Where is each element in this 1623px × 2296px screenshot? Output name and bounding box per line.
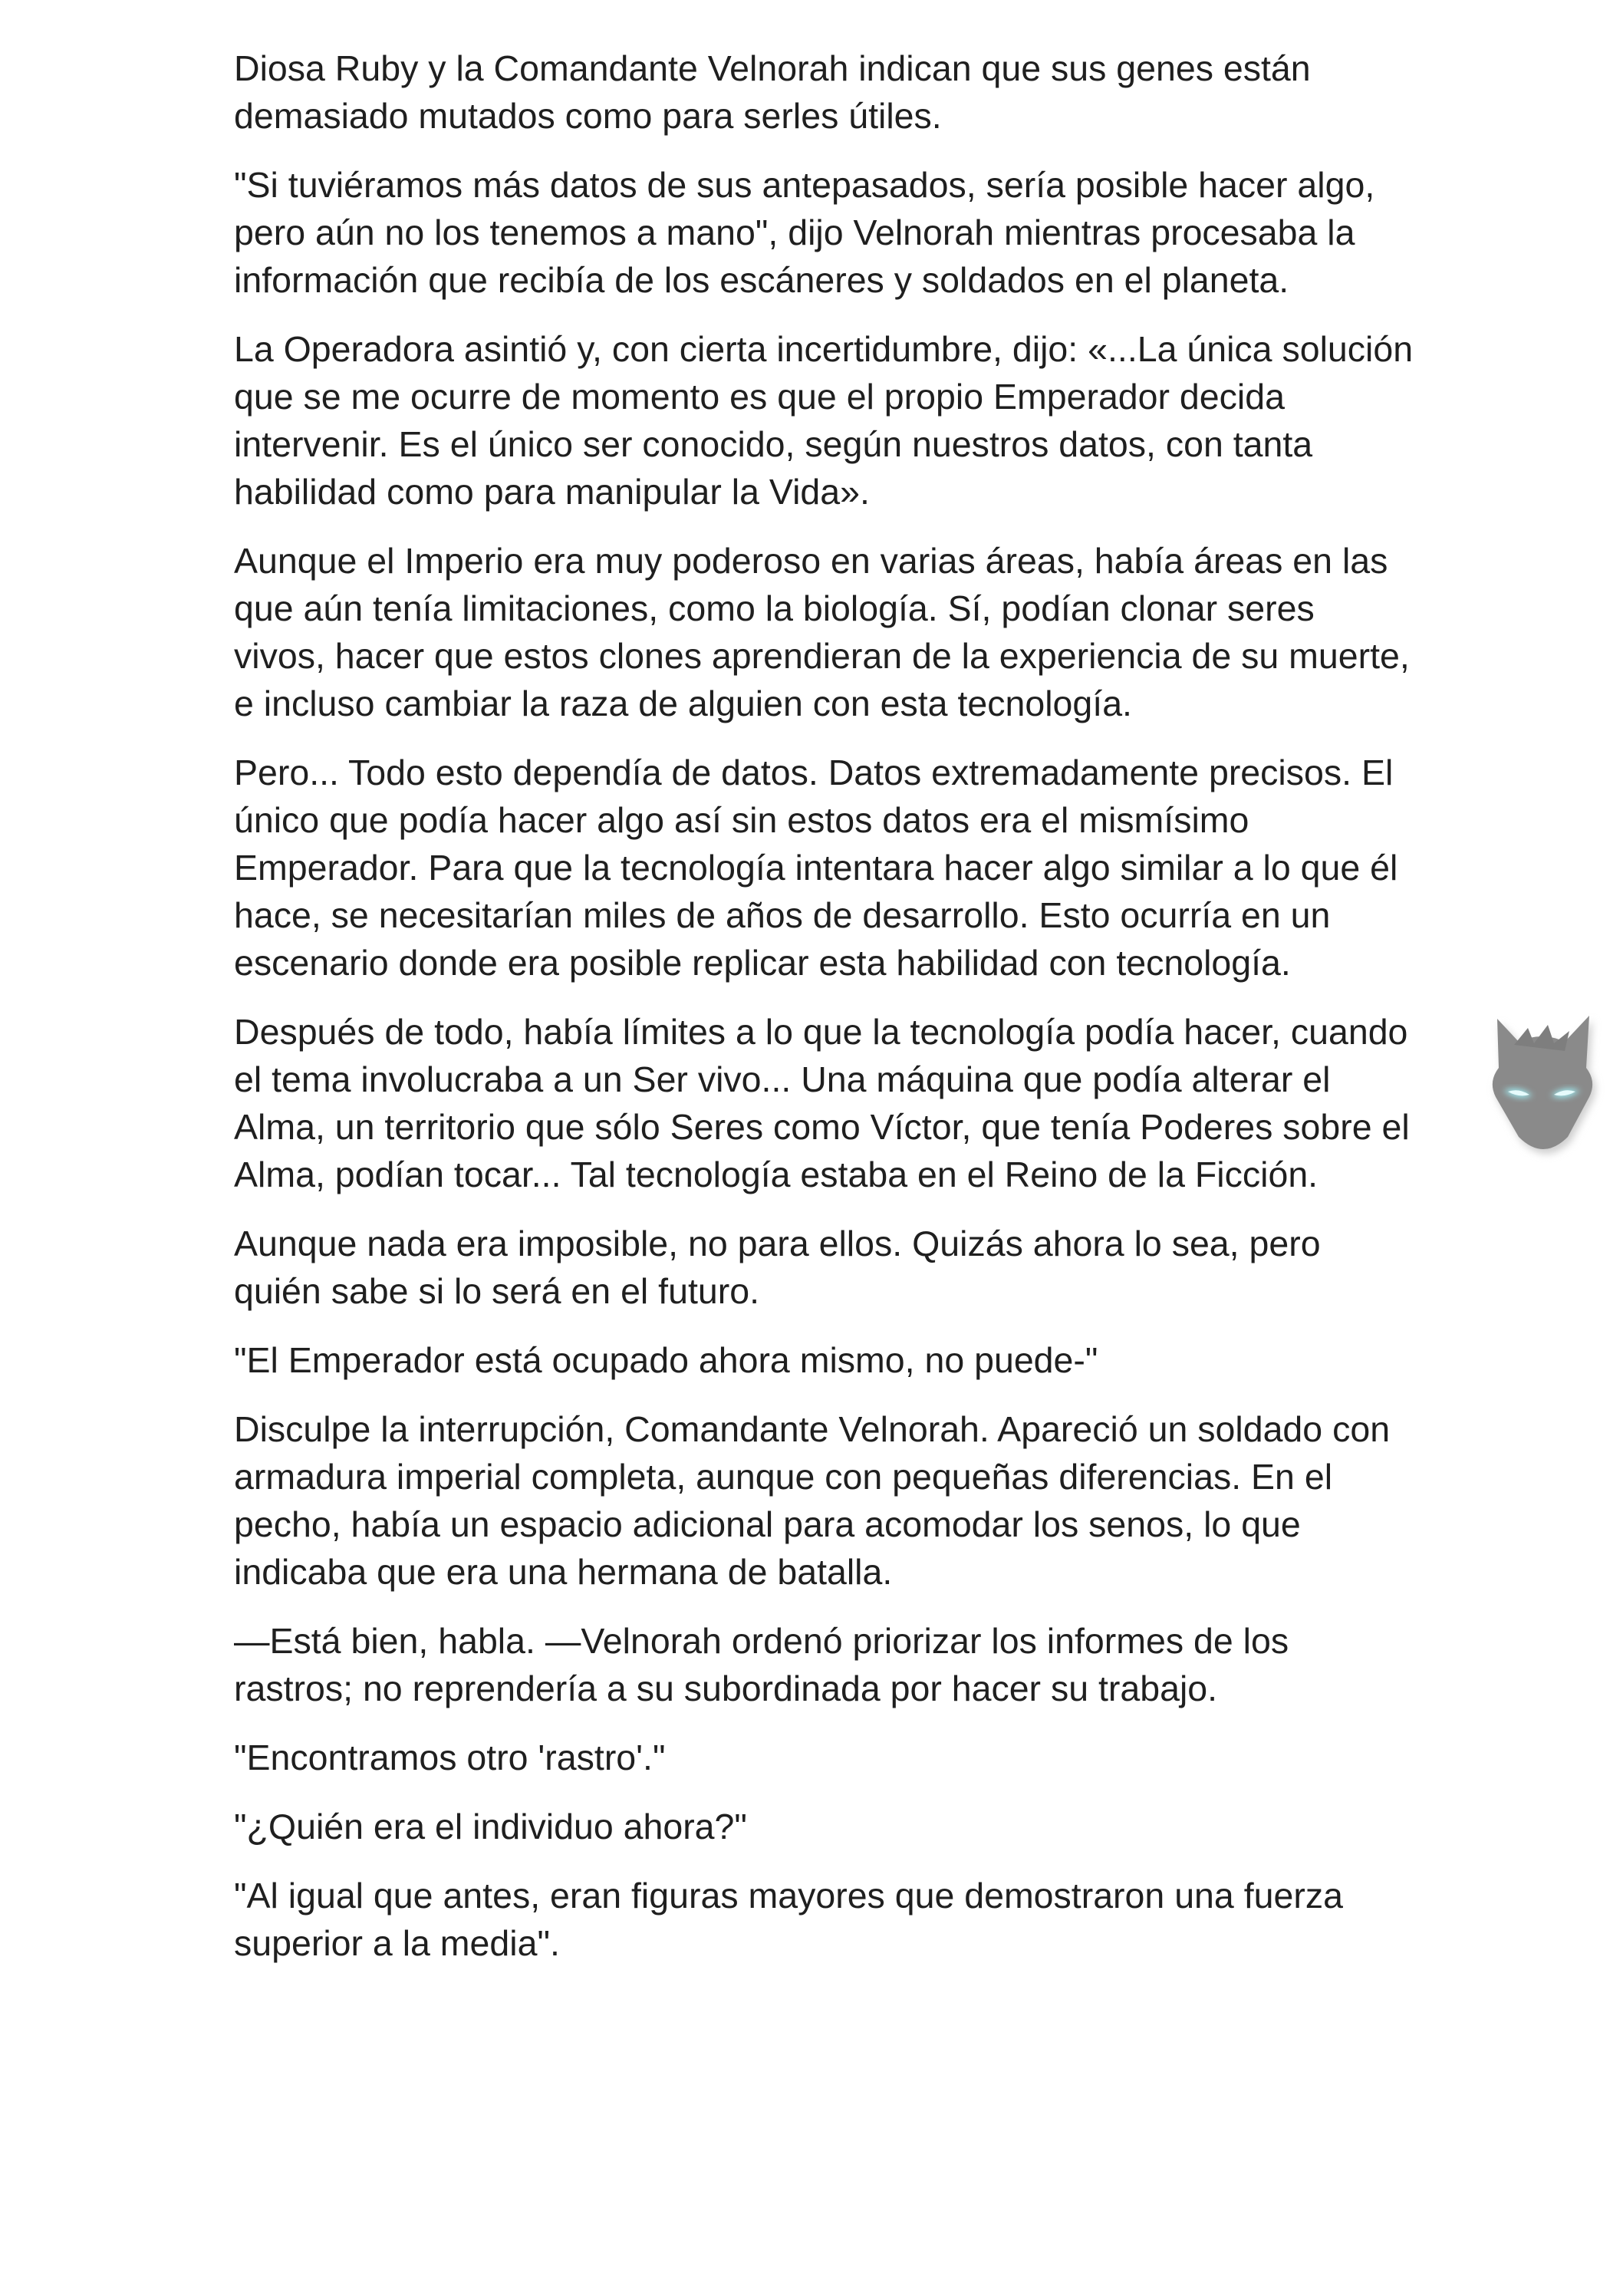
paragraph-3: La Operadora asintió y, con cierta incertidumbre, dijo: «...La única solución que se me ocurre de momento es que el propio Emperador decida intervenir. Es el único ser conocido, según nuestros datos, con tanta habilidad como para manipular la Vida». <box>234 329 1414 512</box>
paragraph-9: Disculpe la interrupción, Comandante Velnorah. Apareció un soldado con armadura imperial completa, aunque con pequeñas diferencias. En el pecho, había un espacio adicional para acomodar los senos, lo que indicaba que era una hermana de batalla. <box>234 1409 1391 1592</box>
paragraph-13: "Al igual que antes, eran figuras mayores que demostraron una fuerza superior a la media". <box>234 1876 1343 1963</box>
paragraph-5: Pero... Todo esto dependía de datos. Datos extremadamente precisos. El único que podía hacer algo así sin estos datos era el mismísimo Emperador. Para que la tecnología intentara hacer algo similar a lo que él hace, se necesitarían miles de años de desarrollo. Esto ocurría en un escenario donde era posible replicar esta habilidad con tecnología. <box>234 753 1398 983</box>
paragraph-12: "¿Quién era el individuo ahora?" <box>234 1807 747 1846</box>
paragraph-11: "Encontramos otro 'rastro'." <box>234 1738 666 1777</box>
demon-head-icon <box>1474 997 1609 1163</box>
document-page <box>234 44 1415 1988</box>
paragraph-10: —Está bien, habla. —Velnorah ordenó priorizar los informes de los rastros; no reprendería a su subordinada por hacer su trabajo. <box>234 1621 1289 1708</box>
paragraph-6: Después de todo, había límites a lo que la tecnología podía hacer, cuando el tema involucraba a un Ser vivo... Una máquina que podía alterar el Alma, un territorio que sólo Seres como Víctor, que tenía Poderes sobre el Alma, podían tocar... Tal tecnología estaba en el Reino de la Ficción. <box>234 1012 1410 1194</box>
paragraph-7: Aunque nada era imposible, no para ellos. Quizás ahora lo sea, pero quién sabe si lo será en el futuro. <box>234 1224 1321 1311</box>
paragraph-1: Diosa Ruby y la Comandante Velnorah indican que sus genes están demasiado mutados como para serles útiles. <box>234 48 1311 136</box>
paragraph-8: "El Emperador está ocupado ahora mismo, no puede-" <box>234 1340 1098 1380</box>
paragraph-4: Aunque el Imperio era muy poderoso en varias áreas, había áreas en las que aún tenía limitaciones, como la biología. Sí, podían clonar seres vivos, hacer que estos clones aprendieran de la experiencia de su muerte, e incluso cambiar la raza de alguien con esta tecnología. <box>234 541 1410 723</box>
paragraph-2: "Si tuviéramos más datos de sus antepasados, sería posible hacer algo, pero aún no los tenemos a mano", dijo Velnorah mientras procesaba la información que recibía de los escáneres y soldados en el planeta. <box>234 165 1375 300</box>
